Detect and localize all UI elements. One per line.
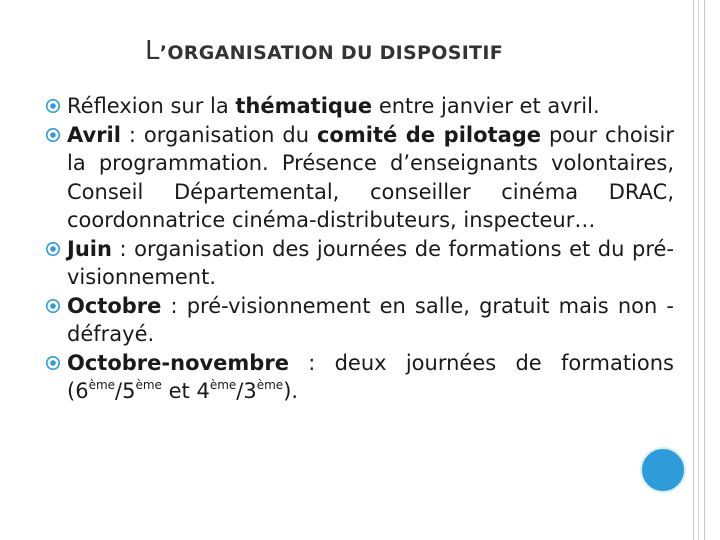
target-bullet-icon	[46, 299, 60, 313]
text-run: ).	[283, 379, 299, 403]
text-run: : deux journées de formations (6	[67, 350, 674, 403]
superscript: ème	[88, 378, 116, 392]
superscript: ème	[135, 378, 162, 392]
text-run: entre janvier et avril.	[372, 94, 600, 118]
bold-text: Octobre	[67, 293, 162, 318]
text-run: pour choisir la programmation. Présence d’enseignants volontaires, Conseil Départemental, conseiller cinéma DRAC, coordonnatrice cinéma-distributeurs, inspecteur…	[67, 122, 674, 232]
bold-text: thématique	[235, 94, 373, 118]
bold-text: comité de pilotage	[316, 122, 542, 147]
target-bullet-icon	[46, 128, 60, 142]
bold-text: Octobre-novembre	[67, 350, 289, 375]
text-run: : organisation du	[120, 122, 317, 147]
title-rest: ORGANISATION DU DISPOSITIF	[167, 42, 503, 64]
target-bullet-icon	[46, 356, 60, 370]
bullet-list	[44, 92, 674, 406]
list-item	[44, 92, 674, 121]
text-run: : pré-visionnement en salle, gratuit mais non -défrayé.	[67, 293, 674, 346]
bold-text: Juin	[67, 236, 112, 261]
text-run: : organisation des journées de formations et du pré-visionnement.	[67, 236, 674, 289]
list-item	[44, 121, 674, 235]
slide-border-lines	[693, 0, 705, 540]
target-bullet-icon	[46, 242, 60, 256]
bold-text: Avril	[67, 122, 121, 147]
title-initial: L	[145, 36, 160, 66]
list-item	[44, 292, 674, 349]
slide-title	[145, 36, 503, 66]
text-run: /5	[115, 379, 136, 403]
text-run: Réflexion sur la	[67, 94, 236, 118]
list-item	[44, 235, 674, 292]
title-apostrophe: ’	[159, 42, 168, 64]
text-run: et 4	[161, 379, 210, 403]
text-run: /3	[236, 379, 257, 403]
superscript: ème	[256, 378, 284, 392]
list-item	[44, 349, 674, 406]
blue-circle-decoration	[640, 447, 686, 493]
superscript: ème	[209, 378, 237, 392]
target-bullet-icon	[46, 99, 60, 113]
